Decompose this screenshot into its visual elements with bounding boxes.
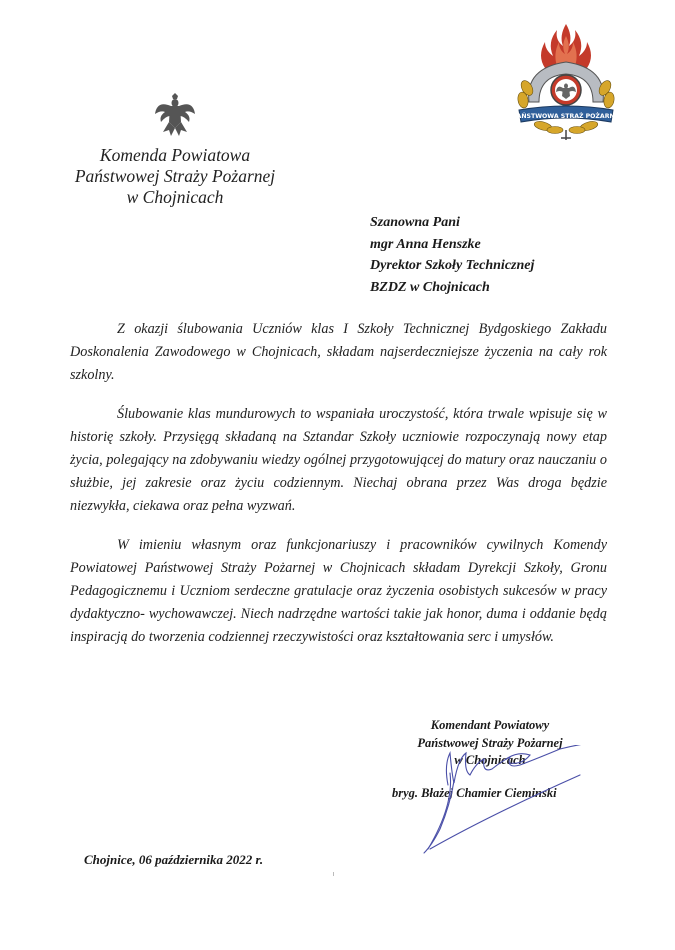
body-paragraph-1: Z okazji ślubowania Uczniów klas I Szkoły Technicznej Bydgoskiego Zakładu Doskonalenia Zawodowego w Chojnicach, składam najserdeczniejsze życzenia na cały rok szkolny. bbox=[70, 321, 607, 384]
signature-title-line-1: Komendant Powiatowy bbox=[430, 718, 550, 732]
signature-title-line-3: w Chojnicach bbox=[454, 753, 526, 767]
emblem-ribbon-text: PAŃSTWOWA STRAŻ POŻARNA bbox=[513, 113, 619, 120]
date-line: Chojnice, 06 października 2022 r. bbox=[84, 852, 264, 867]
body-paragraph-3: W imieniu własnym oraz funkcjonariuszy i pracowników cywilnych Komendy Powiatowej Państwowej Straży Pożarnej w Chojnicach składam Dyrekcji Szkoły, Gronu Pedagogicznemu i Uczniom serdeczne gratulacje oraz życzenia osobistych sukcesów w pracy dydaktyczno- wychowawczej. Niech nadrzędne wartości takie jak honor, duma i oddanie będą inspiracją do tworzenia codziennej rzeczywistości oraz kształtowania serc i umysłów. bbox=[70, 536, 607, 646]
scan-speck bbox=[333, 872, 334, 876]
recipient-institution: BZDZ w Chojnicach bbox=[370, 279, 490, 295]
handwritten-signature bbox=[410, 745, 600, 855]
sender-line-2: Państwowej Straży Pożarnej bbox=[74, 166, 276, 186]
recipient-block bbox=[370, 212, 534, 298]
body-paragraph-2: Ślubowanie klas mundurowych to wspaniała uroczystość, która trwale wpisuje się w historię szkoły. Przysięgą składaną na Sztandar Szkoły uczniowie rozpoczynają nowy etap życia, polegający na zdobywaniu wiedzy ogólnej przygotowującej do matury oraz nauczaniu o służbie, jej zakresie oraz życiu codziennym. Niechaj obrana przez Was droga będzie niezwykła, ciekawa oraz pełna wyzwań. bbox=[70, 405, 607, 515]
signer-name: bryg. Błażej Chamier Cieminski bbox=[392, 786, 557, 800]
polish-eagle-icon bbox=[153, 92, 197, 138]
recipient-salutation: Szanowna Pani bbox=[370, 215, 460, 230]
sender-line-1: Komenda Powiatowa bbox=[99, 145, 251, 165]
sender-block bbox=[60, 145, 290, 208]
recipient-name: mgr Anna Henszke bbox=[370, 236, 481, 252]
psp-fire-service-emblem bbox=[513, 22, 619, 144]
recipient-title: Dyrektor Szkoły Technicznej bbox=[370, 258, 535, 273]
signature-title-line-2: Państwowej Straży Pożarnej bbox=[417, 735, 563, 750]
sender-line-3: w Chojnicach bbox=[126, 187, 224, 207]
letter-body bbox=[70, 318, 607, 665]
